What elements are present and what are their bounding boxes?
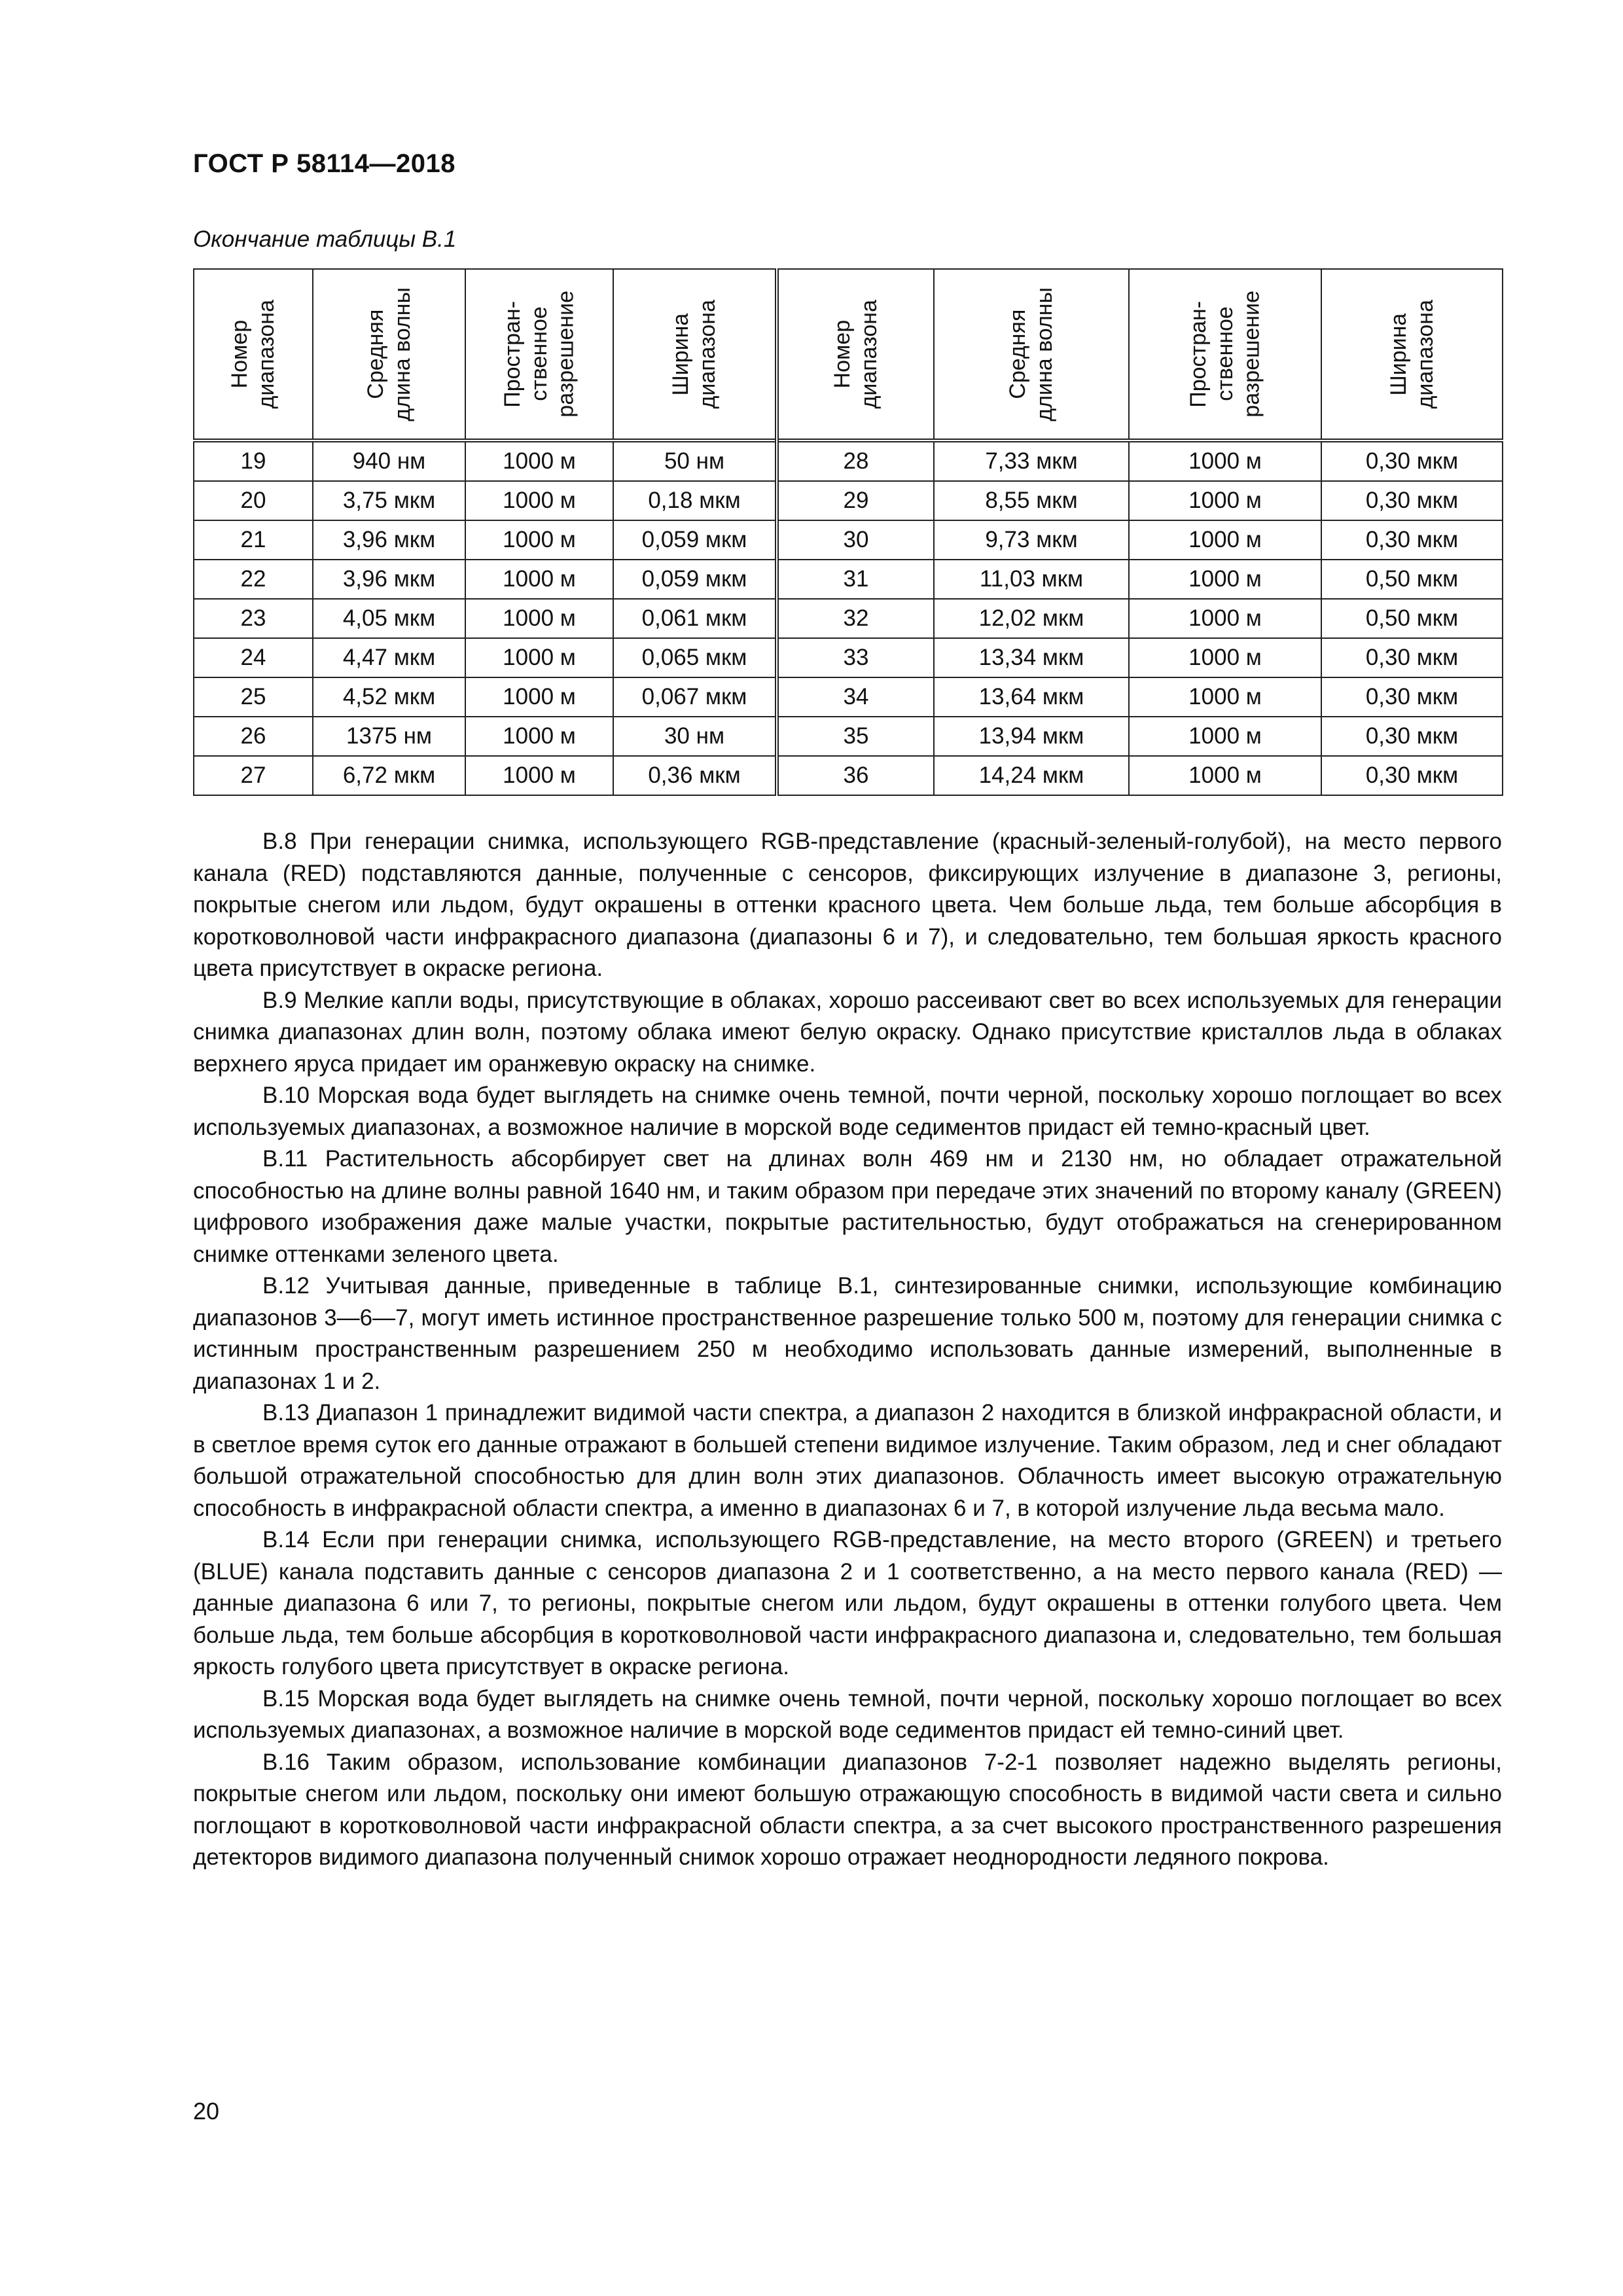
- table-cell: 9,73 мкм: [934, 520, 1129, 560]
- table-cell: 36: [777, 756, 934, 795]
- table-cell: 1000 м: [1129, 677, 1321, 717]
- header-mean-wavelength: Средняя длина волны: [313, 269, 465, 440]
- table-cell: 6,72 мкм: [313, 756, 465, 795]
- table-cell: 0,30 мкм: [1321, 481, 1503, 520]
- table-caption: Окончание таблицы В.1: [193, 226, 457, 252]
- table-cell: 0,50 мкм: [1321, 560, 1503, 599]
- table-cell: 0,061 мкм: [613, 599, 777, 638]
- table-cell: 0,065 мкм: [613, 638, 777, 677]
- table-cell: 3,75 мкм: [313, 481, 465, 520]
- table-cell: 0,30 мкм: [1321, 717, 1503, 756]
- table-cell: 1000 м: [1129, 560, 1321, 599]
- header-band-number-2: Номер диапазона: [777, 269, 934, 440]
- table-cell: 1000 м: [1129, 481, 1321, 520]
- table-cell: 1375 нм: [313, 717, 465, 756]
- table-cell: 23: [194, 599, 313, 638]
- table-row: [194, 638, 1503, 677]
- table-cell: 4,47 мкм: [313, 638, 465, 677]
- table-cell: 21: [194, 520, 313, 560]
- paragraph-b13: В.13 Диапазон 1 принадлежит видимой части спектра, а диапазон 2 находится в близкой инфракрасной области, и в светлое время суток его данные отражают в большей степени видимое излучение. Таким образом, лед и снег обладают большой отражательной способностью для длин волн этих диапазонов. Облачность имеет высокую отражательную способность в инфракрасной области спектра, а именно в диапазонах 6 и 7, в которой излучение льда весьма мало.: [193, 1400, 1502, 1521]
- table-cell: 3,96 мкм: [313, 560, 465, 599]
- table-cell: 4,05 мкм: [313, 599, 465, 638]
- table-cell: 1000 м: [465, 560, 613, 599]
- table-cell: 27: [194, 756, 313, 795]
- table-cell: 29: [777, 481, 934, 520]
- table-cell: 30 нм: [613, 717, 777, 756]
- table-row: [194, 756, 1503, 795]
- table-cell: 0,059 мкм: [613, 560, 777, 599]
- table-cell: 13,94 мкм: [934, 717, 1129, 756]
- table-cell: 1000 м: [465, 677, 613, 717]
- body-text: [193, 826, 1502, 1874]
- header-band-number: Номер диапазона: [194, 269, 313, 440]
- table-cell: 1000 м: [465, 638, 613, 677]
- table-row: [194, 599, 1503, 638]
- table-cell: 30: [777, 520, 934, 560]
- header-spatial-resolution-2: Простран- ственное разрешение: [1129, 269, 1321, 440]
- paragraph-b11: В.11 Растительность абсорбирует свет на длинах волн 469 нм и 2130 нм, но обладает отражательной способностью на длине волны равной 1640 нм, и таким образом при передаче этих значений по второму каналу (GREEN) цифрового изображения даже малые участки, покрытые растительностью, будут отображаться на сгенерированном снимке оттенками зеленого цвета.: [193, 1146, 1502, 1267]
- table-cell: 0,36 мкм: [613, 756, 777, 795]
- paragraph-b15: В.15 Морская вода будет выглядеть на снимке очень темной, почти черной, поскольку хорошо поглощает во всех используемых диапазонах, а возможное наличие в морской воде седиментов придаст ей темно-синий цвет.: [193, 1685, 1502, 1743]
- table-cell: 1000 м: [465, 520, 613, 560]
- table-cell: 3,96 мкм: [313, 520, 465, 560]
- table-cell: 1000 м: [1129, 717, 1321, 756]
- table-cell: 0,50 мкм: [1321, 599, 1503, 638]
- table-row: [194, 520, 1503, 560]
- table-cell: 20: [194, 481, 313, 520]
- document-id-header: ГОСТ Р 58114—2018: [193, 149, 455, 178]
- table-header-row: [194, 269, 1503, 440]
- table-cell: 0,30 мкм: [1321, 677, 1503, 717]
- page-number: 20: [193, 2098, 220, 2125]
- table-cell: 1000 м: [465, 599, 613, 638]
- table-cell: 1000 м: [1129, 440, 1321, 481]
- paragraph-b9: В.9 Мелкие капли воды, присутствующие в облаках, хорошо рассеивают свет во всех используемых для генерации снимка диапазонах длин волн, поэтому облака имеют белую окраску. Однако присутствие кристаллов льда в облаках верхнего яруса придает им оранжевую окраску на снимке.: [193, 987, 1502, 1077]
- table-cell: 19: [194, 440, 313, 481]
- table-cell: 1000 м: [1129, 599, 1321, 638]
- paragraph-b16: В.16 Таким образом, использование комбинации диапазонов 7-2-1 позволяет надежно выделять регионы, покрытые снегом или льдом, поскольку они имеют большую отражающую способность в видимой части света и сильно поглощают в коротковолновой части инфракрасной области спектра, а за счет высокого пространственного разрешения детекторов видимого диапазона полученный снимок хорошо отражает неоднородности ледяного покрова.: [193, 1749, 1502, 1870]
- table-cell: 0,18 мкм: [613, 481, 777, 520]
- table-cell: 0,30 мкм: [1321, 756, 1503, 795]
- table-row: [194, 677, 1503, 717]
- table-row: [194, 481, 1503, 520]
- table-cell: 24: [194, 638, 313, 677]
- table-cell: 34: [777, 677, 934, 717]
- table-cell: 14,24 мкм: [934, 756, 1129, 795]
- bands-table: [193, 268, 1503, 796]
- table-cell: 12,02 мкм: [934, 599, 1129, 638]
- header-bandwidth: Ширина диапазона: [613, 269, 777, 440]
- header-spatial-resolution: Простран- ственное разрешение: [465, 269, 613, 440]
- table-cell: 8,55 мкм: [934, 481, 1129, 520]
- table-cell: 7,33 мкм: [934, 440, 1129, 481]
- paragraph-b12: В.12 Учитывая данные, приведенные в таблице В.1, синтезированные снимки, использующие комбинацию диапазонов 3—6—7, могут иметь истинное пространственное разрешение только 500 м, поэтому для генерации снимка с истинным пространственным разрешением 250 м необходимо использовать данные измерений, выполненные в диапазонах 1 и 2.: [193, 1273, 1502, 1394]
- table-cell: 50 нм: [613, 440, 777, 481]
- table-cell: 1000 м: [465, 481, 613, 520]
- table-cell: 0,059 мкм: [613, 520, 777, 560]
- table-cell: 940 нм: [313, 440, 465, 481]
- table-cell: 32: [777, 599, 934, 638]
- table-cell: 13,64 мкм: [934, 677, 1129, 717]
- table-cell: 22: [194, 560, 313, 599]
- table-row: [194, 560, 1503, 599]
- paragraph-b14: В.14 Если при генерации снимка, использующего RGB-представление, на место второго (GREEN) и третьего (BLUE) канала подставить данные с сенсоров диапазона 2 и 1 соответственно, а на место первого канала (RED) — данные диапазона 6 или 7, то регионы, покрытые снегом или льдом, будут окрашены в оттенки голубого цвета. Чем больше льда, тем больше абсорбция в коротковолновой части инфракрасного диапазона и, следовательно, тем большая яркость голубого цвета присутствует в окраске региона.: [193, 1527, 1502, 1679]
- table-cell: 4,52 мкм: [313, 677, 465, 717]
- table-cell: 28: [777, 440, 934, 481]
- table-cell: 0,30 мкм: [1321, 440, 1503, 481]
- table-cell: 11,03 мкм: [934, 560, 1129, 599]
- header-bandwidth-2: Ширина диапазона: [1321, 269, 1503, 440]
- table-cell: 31: [777, 560, 934, 599]
- paragraph-b10: В.10 Морская вода будет выглядеть на снимке очень темной, почти черной, поскольку хорошо поглощает во всех используемых диапазонах, а возможное наличие в морской воде седиментов придаст ей темно-красный цвет.: [193, 1083, 1502, 1140]
- table-row: [194, 717, 1503, 756]
- table-cell: 33: [777, 638, 934, 677]
- table-cell: 1000 м: [1129, 756, 1321, 795]
- table-cell: 1000 м: [1129, 520, 1321, 560]
- table-row: [194, 440, 1503, 481]
- table-cell: 1000 м: [465, 440, 613, 481]
- table-cell: 13,34 мкм: [934, 638, 1129, 677]
- header-mean-wavelength-2: Средняя длина волны: [934, 269, 1129, 440]
- table-cell: 0,30 мкм: [1321, 638, 1503, 677]
- table-cell: 25: [194, 677, 313, 717]
- table-cell: 0,067 мкм: [613, 677, 777, 717]
- paragraph-b8: В.8 При генерации снимка, использующего RGB-представление (красный-зеленый-голубой), на место первого канала (RED) подставляются данные, полученные с сенсоров, фиксирующих излучение в диапазоне 3, регионы, покрытые снегом или льдом, будут окрашены в оттенки красного цвета. Чем больше льда, тем больше абсорбция в коротковолновой части инфракрасного диапазона (диапазоны 6 и 7), и следовательно, тем большая яркость красного цвета присутствует в окраске региона.: [193, 829, 1502, 981]
- table-cell: 26: [194, 717, 313, 756]
- table-cell: 1000 м: [1129, 638, 1321, 677]
- table-cell: 1000 м: [465, 717, 613, 756]
- table-cell: 0,30 мкм: [1321, 520, 1503, 560]
- table-cell: 35: [777, 717, 934, 756]
- table-cell: 1000 м: [465, 756, 613, 795]
